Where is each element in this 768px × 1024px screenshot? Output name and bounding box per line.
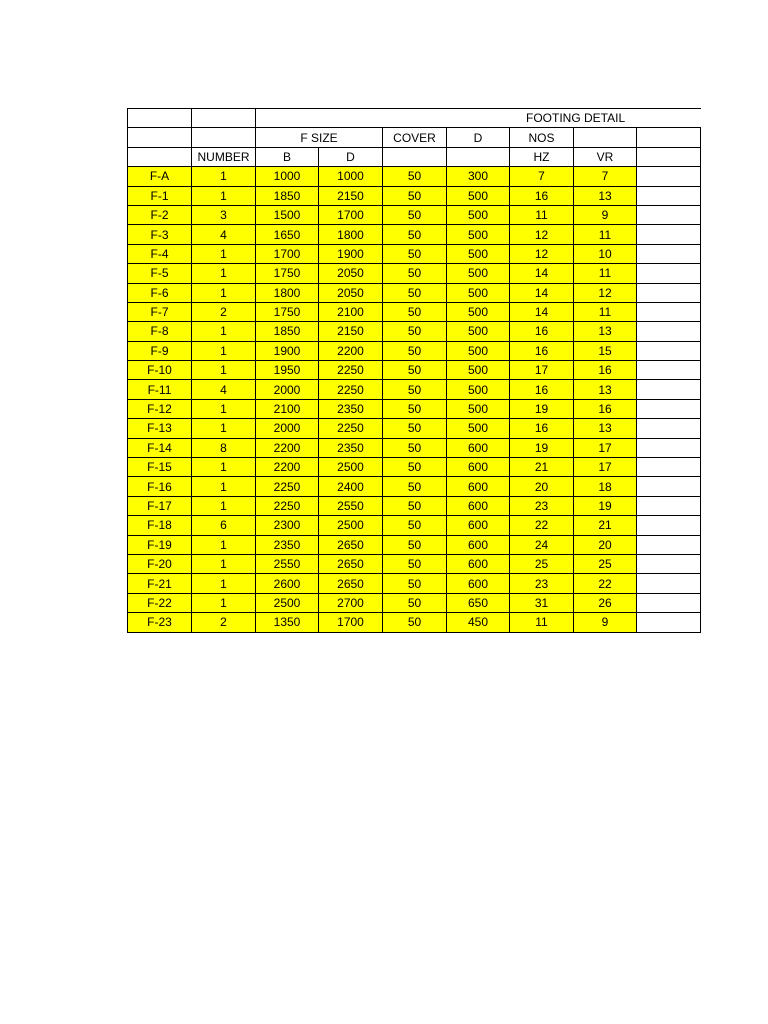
cell-number: 1: [192, 186, 256, 205]
header-row-1: [128, 109, 701, 128]
cell-mark: F-10: [128, 361, 192, 380]
cell-cover: 50: [383, 225, 447, 244]
cell-mark: F-11: [128, 380, 192, 399]
cell-mark: F-13: [128, 419, 192, 438]
cell-mark: F-18: [128, 516, 192, 535]
cell-depth: 600: [447, 458, 510, 477]
cell-vr: 21: [574, 516, 637, 535]
cell-hz: 20: [510, 477, 574, 496]
cell-b: 2100: [256, 399, 319, 418]
cell-blank: [637, 477, 701, 496]
cell-d: 2500: [319, 516, 383, 535]
cell-hz: 25: [510, 554, 574, 573]
cell-number: 1: [192, 419, 256, 438]
cell-hz: 16: [510, 186, 574, 205]
cell-number: 8: [192, 438, 256, 457]
cell-number: 1: [192, 458, 256, 477]
cell-d: 2350: [319, 399, 383, 418]
cell-mark: F-1: [128, 186, 192, 205]
cell-cover: 50: [383, 322, 447, 341]
cell-cover: 50: [383, 438, 447, 457]
cell-d: 2150: [319, 186, 383, 205]
cell-number: 1: [192, 283, 256, 302]
cell-depth: 300: [447, 167, 510, 186]
cell-b: 2250: [256, 496, 319, 515]
cell-depth: 500: [447, 399, 510, 418]
cell-d: 2050: [319, 283, 383, 302]
cell-vr: 26: [574, 593, 637, 612]
cell-hz: 14: [510, 302, 574, 321]
table-row: [128, 477, 701, 496]
cell-depth: 450: [447, 613, 510, 632]
header-cell: [637, 147, 701, 166]
cell-hz: 22: [510, 516, 574, 535]
cell-depth: 500: [447, 380, 510, 399]
cell-b: 2350: [256, 535, 319, 554]
header-cell: [637, 128, 701, 147]
cell-blank: [637, 205, 701, 224]
header-row-2: [128, 128, 701, 147]
cell-cover: 50: [383, 264, 447, 283]
cell-b: 2300: [256, 516, 319, 535]
cell-cover: 50: [383, 593, 447, 612]
cell-mark: F-3: [128, 225, 192, 244]
header-cell-d: D: [319, 147, 383, 166]
table-title: FOOTING DETAIL: [256, 109, 701, 128]
cell-b: 1850: [256, 186, 319, 205]
cell-vr: 25: [574, 554, 637, 573]
cell-cover: 50: [383, 205, 447, 224]
cell-depth: 500: [447, 244, 510, 263]
cell-hz: 16: [510, 419, 574, 438]
cell-vr: 11: [574, 302, 637, 321]
table-row: [128, 438, 701, 457]
header-cell-cover: COVER: [383, 128, 447, 147]
cell-mark: F-14: [128, 438, 192, 457]
cell-cover: 50: [383, 554, 447, 573]
cell-blank: [637, 341, 701, 360]
cell-vr: 10: [574, 244, 637, 263]
cell-number: 1: [192, 341, 256, 360]
cell-blank: [637, 361, 701, 380]
cell-vr: 13: [574, 380, 637, 399]
cell-cover: 50: [383, 361, 447, 380]
cell-b: 1500: [256, 205, 319, 224]
cell-depth: 600: [447, 516, 510, 535]
cell-hz: 23: [510, 574, 574, 593]
cell-depth: 500: [447, 205, 510, 224]
cell-hz: 12: [510, 244, 574, 263]
cell-cover: 50: [383, 613, 447, 632]
table-row: [128, 205, 701, 224]
cell-d: 2650: [319, 574, 383, 593]
cell-number: 2: [192, 302, 256, 321]
header-cell-nos: NOS: [510, 128, 574, 147]
cell-blank: [637, 419, 701, 438]
table-row: [128, 283, 701, 302]
cell-mark: F-5: [128, 264, 192, 283]
cell-vr: 13: [574, 419, 637, 438]
footing-detail-table: [127, 108, 701, 633]
cell-mark: F-2: [128, 205, 192, 224]
cell-d: 1700: [319, 205, 383, 224]
cell-blank: [637, 167, 701, 186]
cell-b: 2500: [256, 593, 319, 612]
header-cell-vr: VR: [574, 147, 637, 166]
table-row: [128, 593, 701, 612]
cell-hz: 17: [510, 361, 574, 380]
cell-number: 4: [192, 380, 256, 399]
cell-d: 2550: [319, 496, 383, 515]
header-cell: [192, 128, 256, 147]
cell-b: 2200: [256, 458, 319, 477]
cell-cover: 50: [383, 167, 447, 186]
cell-mark: F-12: [128, 399, 192, 418]
cell-cover: 50: [383, 535, 447, 554]
cell-mark: F-9: [128, 341, 192, 360]
cell-mark: F-22: [128, 593, 192, 612]
cell-hz: 23: [510, 496, 574, 515]
cell-hz: 24: [510, 535, 574, 554]
cell-b: 1750: [256, 264, 319, 283]
table-row: [128, 380, 701, 399]
cell-vr: 11: [574, 264, 637, 283]
header-cell: [128, 109, 192, 128]
cell-b: 1650: [256, 225, 319, 244]
cell-blank: [637, 225, 701, 244]
cell-number: 1: [192, 477, 256, 496]
table-row: [128, 341, 701, 360]
cell-mark: F-A: [128, 167, 192, 186]
cell-mark: F-17: [128, 496, 192, 515]
cell-number: 1: [192, 361, 256, 380]
cell-depth: 500: [447, 225, 510, 244]
cell-depth: 500: [447, 283, 510, 302]
header-cell-d: D: [447, 128, 510, 147]
table-row: [128, 361, 701, 380]
cell-b: 1950: [256, 361, 319, 380]
header-cell: [383, 147, 447, 166]
cell-mark: F-23: [128, 613, 192, 632]
cell-hz: 16: [510, 380, 574, 399]
cell-b: 2250: [256, 477, 319, 496]
cell-d: 2350: [319, 438, 383, 457]
table-row: [128, 458, 701, 477]
cell-blank: [637, 302, 701, 321]
table-row: [128, 496, 701, 515]
cell-number: 1: [192, 399, 256, 418]
cell-vr: 11: [574, 225, 637, 244]
cell-mark: F-21: [128, 574, 192, 593]
cell-blank: [637, 593, 701, 612]
cell-depth: 500: [447, 419, 510, 438]
cell-number: 1: [192, 593, 256, 612]
cell-b: 1750: [256, 302, 319, 321]
cell-mark: F-6: [128, 283, 192, 302]
cell-d: 2250: [319, 419, 383, 438]
cell-b: 2200: [256, 438, 319, 457]
header-row-3: [128, 147, 701, 166]
cell-hz: 19: [510, 399, 574, 418]
cell-d: 2400: [319, 477, 383, 496]
cell-d: 1900: [319, 244, 383, 263]
cell-depth: 500: [447, 264, 510, 283]
header-cell-b: B: [256, 147, 319, 166]
cell-depth: 500: [447, 361, 510, 380]
cell-cover: 50: [383, 380, 447, 399]
cell-blank: [637, 516, 701, 535]
cell-depth: 500: [447, 341, 510, 360]
cell-d: 1800: [319, 225, 383, 244]
cell-number: 1: [192, 574, 256, 593]
cell-vr: 22: [574, 574, 637, 593]
cell-depth: 600: [447, 477, 510, 496]
cell-number: 3: [192, 205, 256, 224]
cell-number: 1: [192, 322, 256, 341]
cell-hz: 12: [510, 225, 574, 244]
cell-mark: F-16: [128, 477, 192, 496]
cell-cover: 50: [383, 244, 447, 263]
header-cell: [128, 128, 192, 147]
cell-hz: 16: [510, 322, 574, 341]
cell-b: 1700: [256, 244, 319, 263]
cell-mark: F-7: [128, 302, 192, 321]
cell-hz: 16: [510, 341, 574, 360]
cell-depth: 600: [447, 554, 510, 573]
cell-b: 2000: [256, 419, 319, 438]
cell-d: 2050: [319, 264, 383, 283]
cell-hz: 11: [510, 205, 574, 224]
table-row: [128, 613, 701, 632]
cell-vr: 17: [574, 438, 637, 457]
cell-mark: F-4: [128, 244, 192, 263]
cell-blank: [637, 438, 701, 457]
cell-number: 1: [192, 554, 256, 573]
cell-blank: [637, 613, 701, 632]
table-row: [128, 535, 701, 554]
cell-b: 1900: [256, 341, 319, 360]
table-row: [128, 264, 701, 283]
cell-number: 1: [192, 535, 256, 554]
cell-b: 1000: [256, 167, 319, 186]
cell-cover: 50: [383, 458, 447, 477]
cell-blank: [637, 496, 701, 515]
cell-number: 1: [192, 167, 256, 186]
cell-d: 2100: [319, 302, 383, 321]
cell-blank: [637, 186, 701, 205]
cell-vr: 9: [574, 205, 637, 224]
cell-b: 2000: [256, 380, 319, 399]
cell-vr: 13: [574, 186, 637, 205]
header-cell-f-size: F SIZE: [256, 128, 383, 147]
cell-blank: [637, 283, 701, 302]
cell-hz: 19: [510, 438, 574, 457]
cell-vr: 15: [574, 341, 637, 360]
cell-blank: [637, 380, 701, 399]
cell-blank: [637, 574, 701, 593]
cell-hz: 11: [510, 613, 574, 632]
cell-cover: 50: [383, 477, 447, 496]
cell-vr: 9: [574, 613, 637, 632]
cell-number: 6: [192, 516, 256, 535]
cell-cover: 50: [383, 283, 447, 302]
table-row: [128, 225, 701, 244]
cell-d: 2700: [319, 593, 383, 612]
cell-blank: [637, 399, 701, 418]
cell-number: 1: [192, 496, 256, 515]
cell-cover: 50: [383, 399, 447, 418]
cell-b: 2600: [256, 574, 319, 593]
cell-depth: 600: [447, 574, 510, 593]
cell-d: 2200: [319, 341, 383, 360]
cell-b: 1350: [256, 613, 319, 632]
cell-mark: F-19: [128, 535, 192, 554]
cell-mark: F-15: [128, 458, 192, 477]
cell-depth: 500: [447, 186, 510, 205]
cell-number: 1: [192, 244, 256, 263]
header-cell-hz: HZ: [510, 147, 574, 166]
cell-hz: 7: [510, 167, 574, 186]
cell-cover: 50: [383, 516, 447, 535]
cell-d: 2500: [319, 458, 383, 477]
cell-depth: 600: [447, 535, 510, 554]
cell-depth: 600: [447, 438, 510, 457]
cell-blank: [637, 535, 701, 554]
cell-mark: F-8: [128, 322, 192, 341]
header-cell: [447, 147, 510, 166]
cell-vr: 17: [574, 458, 637, 477]
cell-d: 2650: [319, 535, 383, 554]
cell-d: 2250: [319, 361, 383, 380]
cell-depth: 650: [447, 593, 510, 612]
header-cell: [192, 109, 256, 128]
table-row: [128, 244, 701, 263]
cell-d: 2150: [319, 322, 383, 341]
table-row: [128, 186, 701, 205]
table-row: [128, 302, 701, 321]
cell-vr: 18: [574, 477, 637, 496]
cell-blank: [637, 244, 701, 263]
cell-hz: 14: [510, 283, 574, 302]
table-row: [128, 322, 701, 341]
cell-d: 2250: [319, 380, 383, 399]
cell-mark: F-20: [128, 554, 192, 573]
cell-blank: [637, 458, 701, 477]
cell-hz: 31: [510, 593, 574, 612]
cell-cover: 50: [383, 341, 447, 360]
cell-blank: [637, 322, 701, 341]
table-row: [128, 167, 701, 186]
cell-hz: 21: [510, 458, 574, 477]
cell-cover: 50: [383, 186, 447, 205]
cell-cover: 50: [383, 574, 447, 593]
cell-vr: 16: [574, 361, 637, 380]
cell-d: 1000: [319, 167, 383, 186]
cell-number: 2: [192, 613, 256, 632]
cell-vr: 7: [574, 167, 637, 186]
cell-blank: [637, 554, 701, 573]
cell-number: 1: [192, 264, 256, 283]
cell-depth: 600: [447, 496, 510, 515]
cell-cover: 50: [383, 419, 447, 438]
cell-b: 1800: [256, 283, 319, 302]
header-cell: [128, 147, 192, 166]
cell-hz: 14: [510, 264, 574, 283]
cell-cover: 50: [383, 302, 447, 321]
table-row: [128, 554, 701, 573]
table-row: [128, 399, 701, 418]
header-cell: [574, 128, 637, 147]
table-row: [128, 419, 701, 438]
cell-d: 2650: [319, 554, 383, 573]
cell-blank: [637, 264, 701, 283]
cell-vr: 13: [574, 322, 637, 341]
cell-number: 4: [192, 225, 256, 244]
cell-vr: 12: [574, 283, 637, 302]
cell-b: 2550: [256, 554, 319, 573]
cell-vr: 16: [574, 399, 637, 418]
cell-vr: 20: [574, 535, 637, 554]
cell-b: 1850: [256, 322, 319, 341]
table-row: [128, 574, 701, 593]
table-row: [128, 516, 701, 535]
header-cell-number: NUMBER: [192, 147, 256, 166]
cell-vr: 19: [574, 496, 637, 515]
cell-depth: 500: [447, 322, 510, 341]
cell-cover: 50: [383, 496, 447, 515]
cell-d: 1700: [319, 613, 383, 632]
cell-depth: 500: [447, 302, 510, 321]
